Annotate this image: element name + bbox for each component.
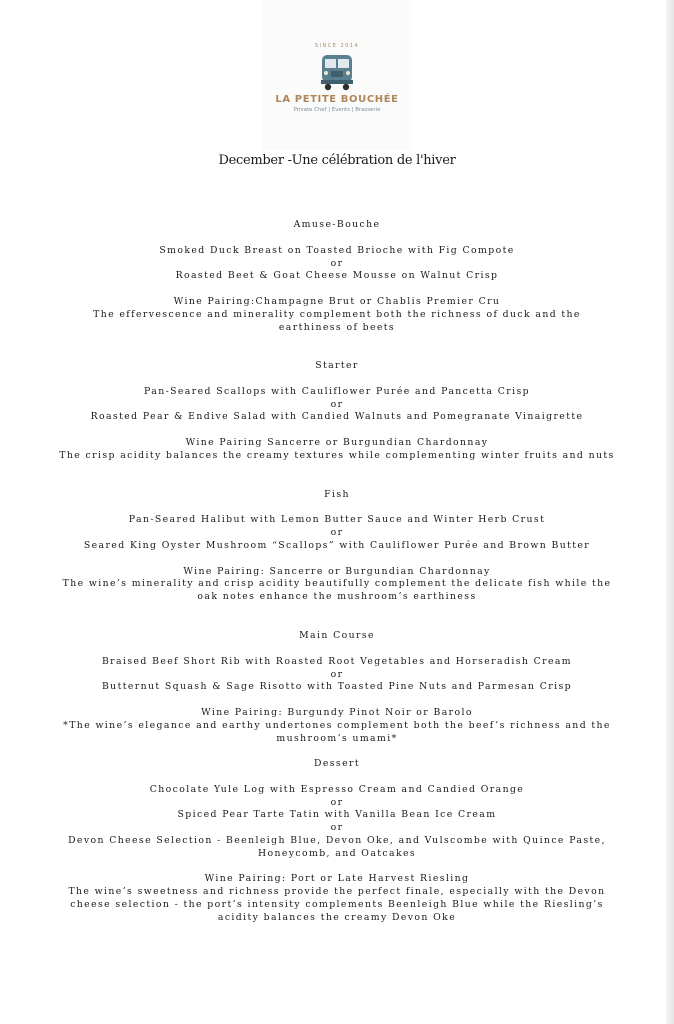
section-heading-dessert: Dessert [314,758,360,769]
menu-title: December -Une célébration de l'hiver [218,153,456,168]
or-separator: or [330,797,344,808]
or-separator: or [330,399,344,410]
dish-option: Roasted Beet & Goat Cheese Mousse on Walnut Crisp [175,270,499,281]
section-heading-starter: Starter [315,360,359,371]
dish-option: Spiced Pear Tarte Tatin with Vanilla Bean Ice Cream [177,809,497,820]
dish-option: Butternut Squash & Sage Risotto with Toasted Pine Nuts and Parmesan Crisp [101,681,573,692]
pairing-note: The effervescence and minerality complement both the richness of duck and the [93,309,581,320]
or-separator: or [330,258,344,269]
pairing-note: acidity balances the creamy Devon Oke [217,912,457,923]
dish-option: Honeycomb, and Oatcakes [257,848,417,859]
section-heading-main: Main Course [299,630,375,641]
dish-option: Smoked Duck Breast on Toasted Brioche with Fig Compote [159,245,515,256]
or-separator: or [330,527,344,538]
pairing-note: mushroom’s umami* [276,733,398,744]
brand-name: LA PETITE BOUCHÉE [275,94,399,105]
pairing-note: The wine’s sweetness and richness provide the perfect finale, especially with the Devon [68,886,606,897]
van-icon [318,52,356,92]
logo [262,0,412,150]
section-heading-fish: Fish [324,489,350,500]
dish-option: Devon Cheese Selection - Beenleigh Blue, Devon Oke, and Vulscombe with Quince Paste, [68,835,606,846]
dish-option: Pan-Seared Scallops with Cauliflower Purée and Pancetta Crisp [144,386,530,397]
pairing-note: cheese selection - the port’s intensity complements Beenleigh Blue while the Riesling’s [70,899,604,910]
wine-pairing: Wine Pairing Sancerre or Burgundian Chardonnay [185,437,489,448]
logo-since: SINCE 2014 [314,43,360,49]
section-heading-amuse: Amuse-Bouche [293,219,381,230]
dish-option: Seared King Oyster Mushroom “Scallops” with Cauliflower Purée and Brown Butter [83,540,591,551]
or-separator: or [330,669,344,680]
wine-pairing: Wine Pairing: Sancerre or Burgundian Chardonnay [183,566,491,577]
brand-tagline: Private Chef | Events | Brasserie [293,107,381,113]
dish-option: Pan-Seared Halibut with Lemon Butter Sauce and Winter Herb Crust [128,514,546,525]
or-separator: or [330,822,344,833]
wine-pairing: Wine Pairing: Burgundy Pinot Noir or Barolo [201,707,473,718]
dish-option: Braised Beef Short Rib with Roasted Root Vegetables and Horseradish Cream [101,656,573,667]
pairing-note: earthiness of beets [278,322,396,333]
pairing-note: oak notes enhance the mushroom’s earthiness [197,591,477,602]
wine-pairing: Wine Pairing: Port or Late Harvest Riesling [204,873,470,884]
dish-option: Chocolate Yule Log with Espresso Cream and Candied Orange [149,784,525,795]
dish-option: Roasted Pear & Endive Salad with Candied Walnuts and Pomegranate Vinaigrette [90,411,584,422]
pairing-note: *The wine’s elegance and earthy undertones complement both the beef’s richness and the [63,720,611,731]
wine-pairing: Wine Pairing:Champagne Brut or Chablis Premier Cru [173,296,501,307]
pairing-note: The crisp acidity balances the creamy textures while complementing winter fruits and nuts [59,450,615,461]
pairing-note: The wine’s minerality and crisp acidity beautifully complement the delicate fish while the [62,578,612,589]
